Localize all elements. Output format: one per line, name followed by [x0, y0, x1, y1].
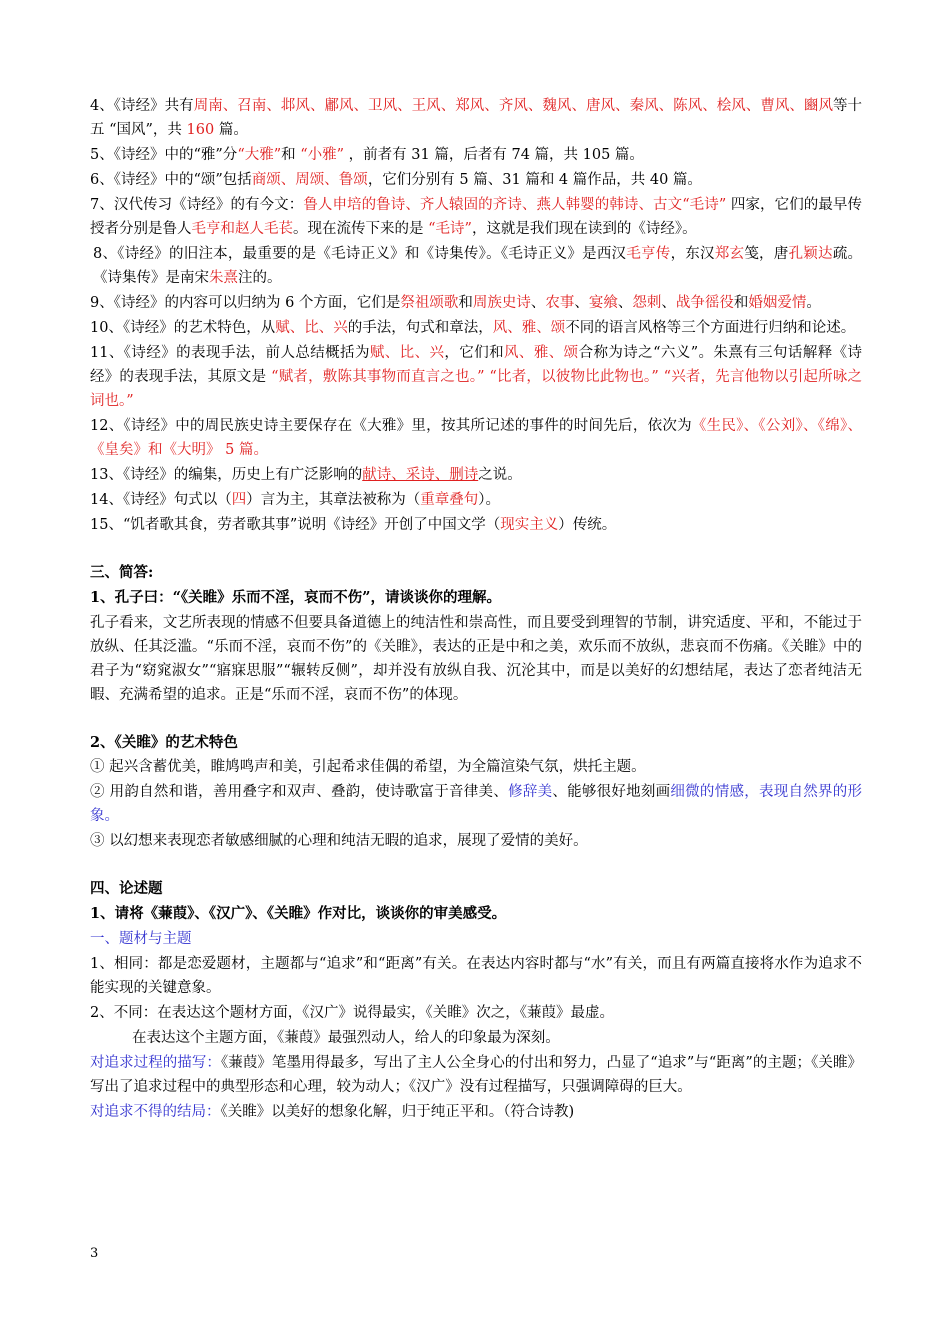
text-run: 细微的情感，表现自然界的形象。	[90, 784, 863, 824]
text-run: 郑玄	[714, 246, 745, 262]
result-paragraph	[90, 1100, 862, 1124]
similarity-paragraph: 1、相同：都是恋爱题材，主题都与“追求”和“距离”有关。在表达内容时都与“水”有关，而且有两篇直接将水作为追求不能实现的关键意象。	[90, 956, 862, 996]
text-run: 赋、比、兴	[275, 320, 348, 336]
text-run: 、能够很好地刻画	[552, 784, 671, 800]
text-run: “毛诗”	[428, 221, 472, 237]
text-run: 注的。	[238, 270, 282, 286]
text-run: 15、“饥者歌其食，劳者歌其事”说明《诗经》开创了中国文学（	[90, 517, 501, 533]
item-7	[90, 193, 862, 241]
text-run: 、	[617, 295, 633, 311]
text-run: ）。	[478, 492, 500, 508]
result-label: 对追求不得的结局：	[90, 1104, 221, 1120]
result-text: 《关睢》以美好的想象化解，归于纯正平和。（符合诗教)	[220, 1104, 575, 1120]
text-run: ① 起兴含蓄优美，睢鸠鸣声和美，引起希求佳偶的希望，为全篇渲染气氛，烘托主题。	[90, 759, 646, 775]
text-run: 风、雅、颂	[504, 345, 579, 361]
point-1	[90, 755, 862, 779]
text-run: 四家，它们的最早传授者分别是鲁人	[90, 197, 862, 237]
item-10	[90, 316, 862, 340]
text-run: 战争徭役	[675, 295, 734, 311]
text-run: 笺，唐	[744, 246, 789, 262]
essay-question-title: 1、请将《蒹葭》、《汉广》、《关睢》作对比，谈谈你的审美感受。	[90, 905, 507, 922]
question-2-title: 2、《关睢》的艺术特色	[90, 734, 238, 751]
text-run: 、	[661, 295, 676, 311]
text-run: 婚姻爱情	[748, 295, 807, 311]
item-5	[90, 143, 862, 167]
text-run: 4、《诗经》共有	[90, 98, 194, 114]
text-run: ③ 以幻想来表现恋者敏感细腻的心理和纯洁无暇的追求，展现了爱情的美好。	[90, 833, 588, 849]
page-number: 3	[90, 1246, 99, 1261]
text-run: 怨刺	[632, 295, 662, 311]
text-run: 、	[574, 295, 589, 311]
item-13	[90, 463, 862, 487]
item-8	[90, 242, 862, 290]
text-run: ② 用韵自然和谐，善用叠字和双声、叠韵，使诗歌富于音律美、	[90, 784, 509, 800]
text-run: ）言为主，其章法被称为（	[246, 492, 421, 508]
item-6	[90, 168, 862, 192]
section-3-heading: 三、简答:	[90, 564, 154, 581]
text-run: 周族史诗	[472, 295, 531, 311]
subheading-theme: 一、题材与主题	[90, 931, 192, 947]
difference-paragraph: 2、不同：在表达这个题材方面，《汉广》说得最实，《关睢》次之，《蒹葭》最虚。	[90, 1005, 614, 1021]
text-run: ，东汉	[670, 246, 715, 262]
process-paragraph	[90, 1051, 862, 1099]
text-run: 等十五 “国风”，共	[90, 98, 863, 138]
text-run: 12、《诗经》中的周民族史诗主要保存在《大雅》里，按其所记述的事件的时间先后，依次为	[90, 418, 692, 434]
text-run: 8、《诗经》的旧注本，最重要的是《毛诗正义》和《诗集传》。《毛诗正义》是西汉	[93, 246, 627, 262]
text-run: 13、《诗经》的编集，历史上有广泛影响的	[90, 467, 363, 483]
text-run: “小雅”	[300, 147, 345, 163]
fill-in-answers	[90, 94, 862, 537]
item-4	[90, 94, 862, 142]
text-run: 现实主义	[500, 517, 559, 533]
text-run: 9、《诗经》的内容可以归纳为 6 个方面，它们是	[90, 295, 401, 311]
text-run: 和	[281, 147, 301, 163]
item-15	[90, 513, 862, 537]
text-run: 和	[458, 295, 473, 311]
text-run: 之说。	[478, 467, 522, 483]
text-run: 的手法，句式和章法，	[347, 320, 493, 336]
text-run: ，它们和	[444, 345, 505, 361]
process-text: 《蒹葭》笔墨用得最多，写出了主人公全身心的付出和努力，凸显了“追求”与“距离”的主题；《关睢》写出了追求过程中的典型形态和心理，较为动人；《汉广》没有过程描写，只强调障碍的巨大。	[90, 1055, 862, 1095]
question-1-title: 1、孔子曰：“《关睢》乐而不淫，哀而不伤”，请谈谈你的理解。	[90, 589, 502, 606]
item-12	[90, 414, 862, 462]
text-run: 疏。《诗集传》是南宋	[93, 246, 863, 286]
text-run: 5、《诗经》中的“雅”分	[90, 147, 238, 163]
text-run: 、	[530, 295, 546, 311]
question-1-answer: 孔子看来，文艺所表现的情感不但要具备道德上的纯洁性和崇高性，而且要受到理智的节制，讲究适度、平和，不能过于放纵、任其泛滥。“乐而不淫，哀而不伤”的《关睢》，表达的正是中和之美，欢乐而不放纵，悲哀而不伤痛。《关睢》中的君子为“窈窕淑女”“寤寐思服”“辗转反侧”，却并没有放纵自我、沉沦其中，而是以美好的幻想结尾，表达了恋者纯洁无暇、充满希望的追求。正是“乐而不淫，哀而不伤”的体现。	[90, 615, 862, 703]
text-run: 宴飨	[588, 295, 618, 311]
text-run: 和	[733, 295, 749, 311]
point-2	[90, 780, 862, 828]
text-run: “大雅”	[237, 147, 282, 163]
item-9	[90, 291, 862, 315]
section-4-heading: 四、论述题	[90, 880, 163, 897]
text-run: 不同的语言风格等三个方面进行归纳和论述。	[565, 320, 856, 336]
page-content	[90, 94, 862, 1124]
process-label: 对追求过程的描写：	[90, 1055, 221, 1071]
text-run: 风、雅、颂	[492, 320, 566, 336]
point-3	[90, 829, 862, 853]
text-run: 毛亨传	[626, 246, 671, 262]
text-run: 四	[231, 492, 247, 508]
text-run: 毛亨和赵人毛苌	[191, 221, 293, 237]
text-run: 11、《诗经》的表现手法，前人总结概括为	[90, 345, 370, 361]
text-run: 篇。	[214, 122, 248, 138]
text-run: 孔颖达	[788, 246, 833, 262]
text-run: 朱熹	[209, 270, 238, 286]
text-run: 农事	[545, 295, 575, 311]
text-run: 鲁人申培的鲁诗、齐人辕固的齐诗、燕人韩婴的韩诗、古文“毛诗”	[303, 197, 727, 213]
text-run: 。	[806, 295, 821, 311]
text-run: ，前者有 31 篇，后者有 74 篇，共 105 篇。	[344, 147, 644, 163]
text-run: 修辞美	[508, 784, 553, 800]
text-run: 。现在流传下来的是	[293, 221, 429, 237]
text-run: 祭祖颂歌	[400, 295, 459, 311]
text-run: “赋者，敷陈其事物而直言之也。” “比者，以彼物比此物也。” “兴者，先言他物以引起所咏之词也。”	[90, 369, 863, 409]
text-run: 重章叠句	[420, 492, 479, 508]
text-run: 《生民》、《公刘》、《绵》、《皇矣》和《大明》 5 篇。	[90, 418, 863, 458]
text-run: ）传统。	[558, 517, 617, 533]
text-run: ，这就是我们现在读到的《诗经》。	[471, 221, 697, 237]
text-run: 14、《诗经》句式以（	[90, 492, 232, 508]
item-11	[90, 341, 862, 413]
item-14	[90, 488, 862, 512]
text-run: 6、《诗经》中的“颂”包括	[90, 172, 252, 188]
text-run: 赋、比、兴	[369, 345, 445, 361]
text-run: 献诗、采诗、删诗	[362, 467, 479, 483]
text-run: 160	[186, 122, 215, 138]
question-2-points	[90, 755, 862, 853]
text-run: 7、汉代传习《诗经》的有今文：	[90, 197, 304, 213]
text-run: ，它们分别有 5 篇、31 篇和 4 篇作品，共 40 篇。	[367, 172, 702, 188]
text-run: 周南、召南、邶风、鄘风、卫风、王风、郑风、齐风、魏风、唐风、秦风、陈风、桧风、曹风、豳风	[193, 98, 833, 114]
text-run: 合称为诗之“六义”。朱熹有三句话解释《诗经》的表现手法，其原文是	[90, 345, 863, 385]
text-run: 商颂、周颂、鲁颂	[251, 172, 368, 188]
difference-paragraph-2: 在表达这个主题方面，《蒹葭》最强烈动人，给人的印象最为深刻。	[132, 1030, 560, 1046]
text-run: 10、《诗经》的艺术特色，从	[90, 320, 276, 336]
